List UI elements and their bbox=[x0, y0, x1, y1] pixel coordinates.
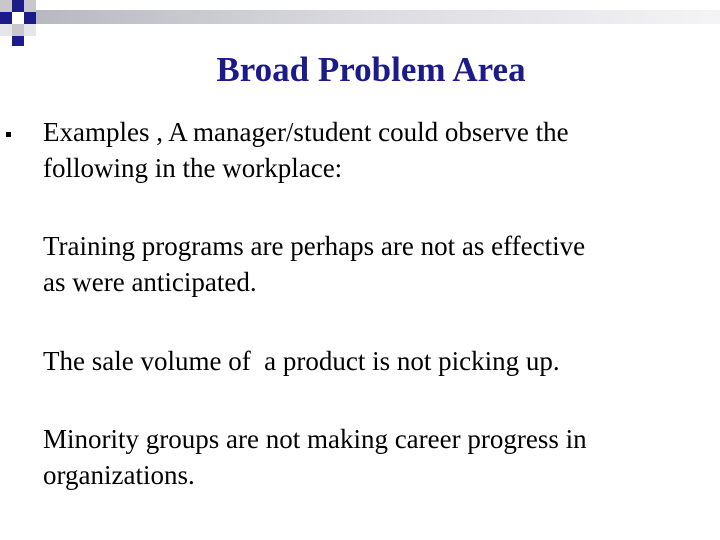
paragraph-line: Examples , A manager/student could observe the bbox=[43, 117, 569, 147]
decoration-square bbox=[0, 24, 12, 36]
decoration-square bbox=[12, 12, 24, 24]
paragraph-line: The sale volume of a product is not picking up. bbox=[43, 346, 560, 376]
paragraph-line: as were anticipated. bbox=[43, 267, 257, 297]
decoration-square bbox=[24, 12, 36, 24]
paragraph-line: following in the workplace: bbox=[43, 153, 343, 183]
decoration-square bbox=[12, 36, 24, 46]
decoration-square bbox=[24, 24, 36, 36]
paragraph-sales bbox=[43, 343, 713, 379]
paragraph-examples bbox=[43, 114, 713, 186]
paragraph-line: Training programs are perhaps are not as effective bbox=[43, 231, 586, 261]
header-decoration bbox=[0, 0, 720, 48]
decoration-square bbox=[12, 24, 24, 36]
decoration-band bbox=[36, 10, 720, 24]
paragraph-line: organizations. bbox=[43, 460, 195, 490]
decoration-square bbox=[12, 0, 24, 12]
decoration-square bbox=[0, 0, 12, 12]
decoration-square bbox=[0, 12, 12, 24]
paragraph-minority bbox=[43, 421, 713, 493]
bullet-marker bbox=[6, 132, 11, 137]
slide-title: Broad Problem Area bbox=[216, 50, 526, 89]
decoration-square bbox=[24, 0, 36, 12]
paragraph-line: Minority groups are not making career progress in bbox=[43, 424, 587, 454]
paragraph-training bbox=[43, 228, 713, 300]
